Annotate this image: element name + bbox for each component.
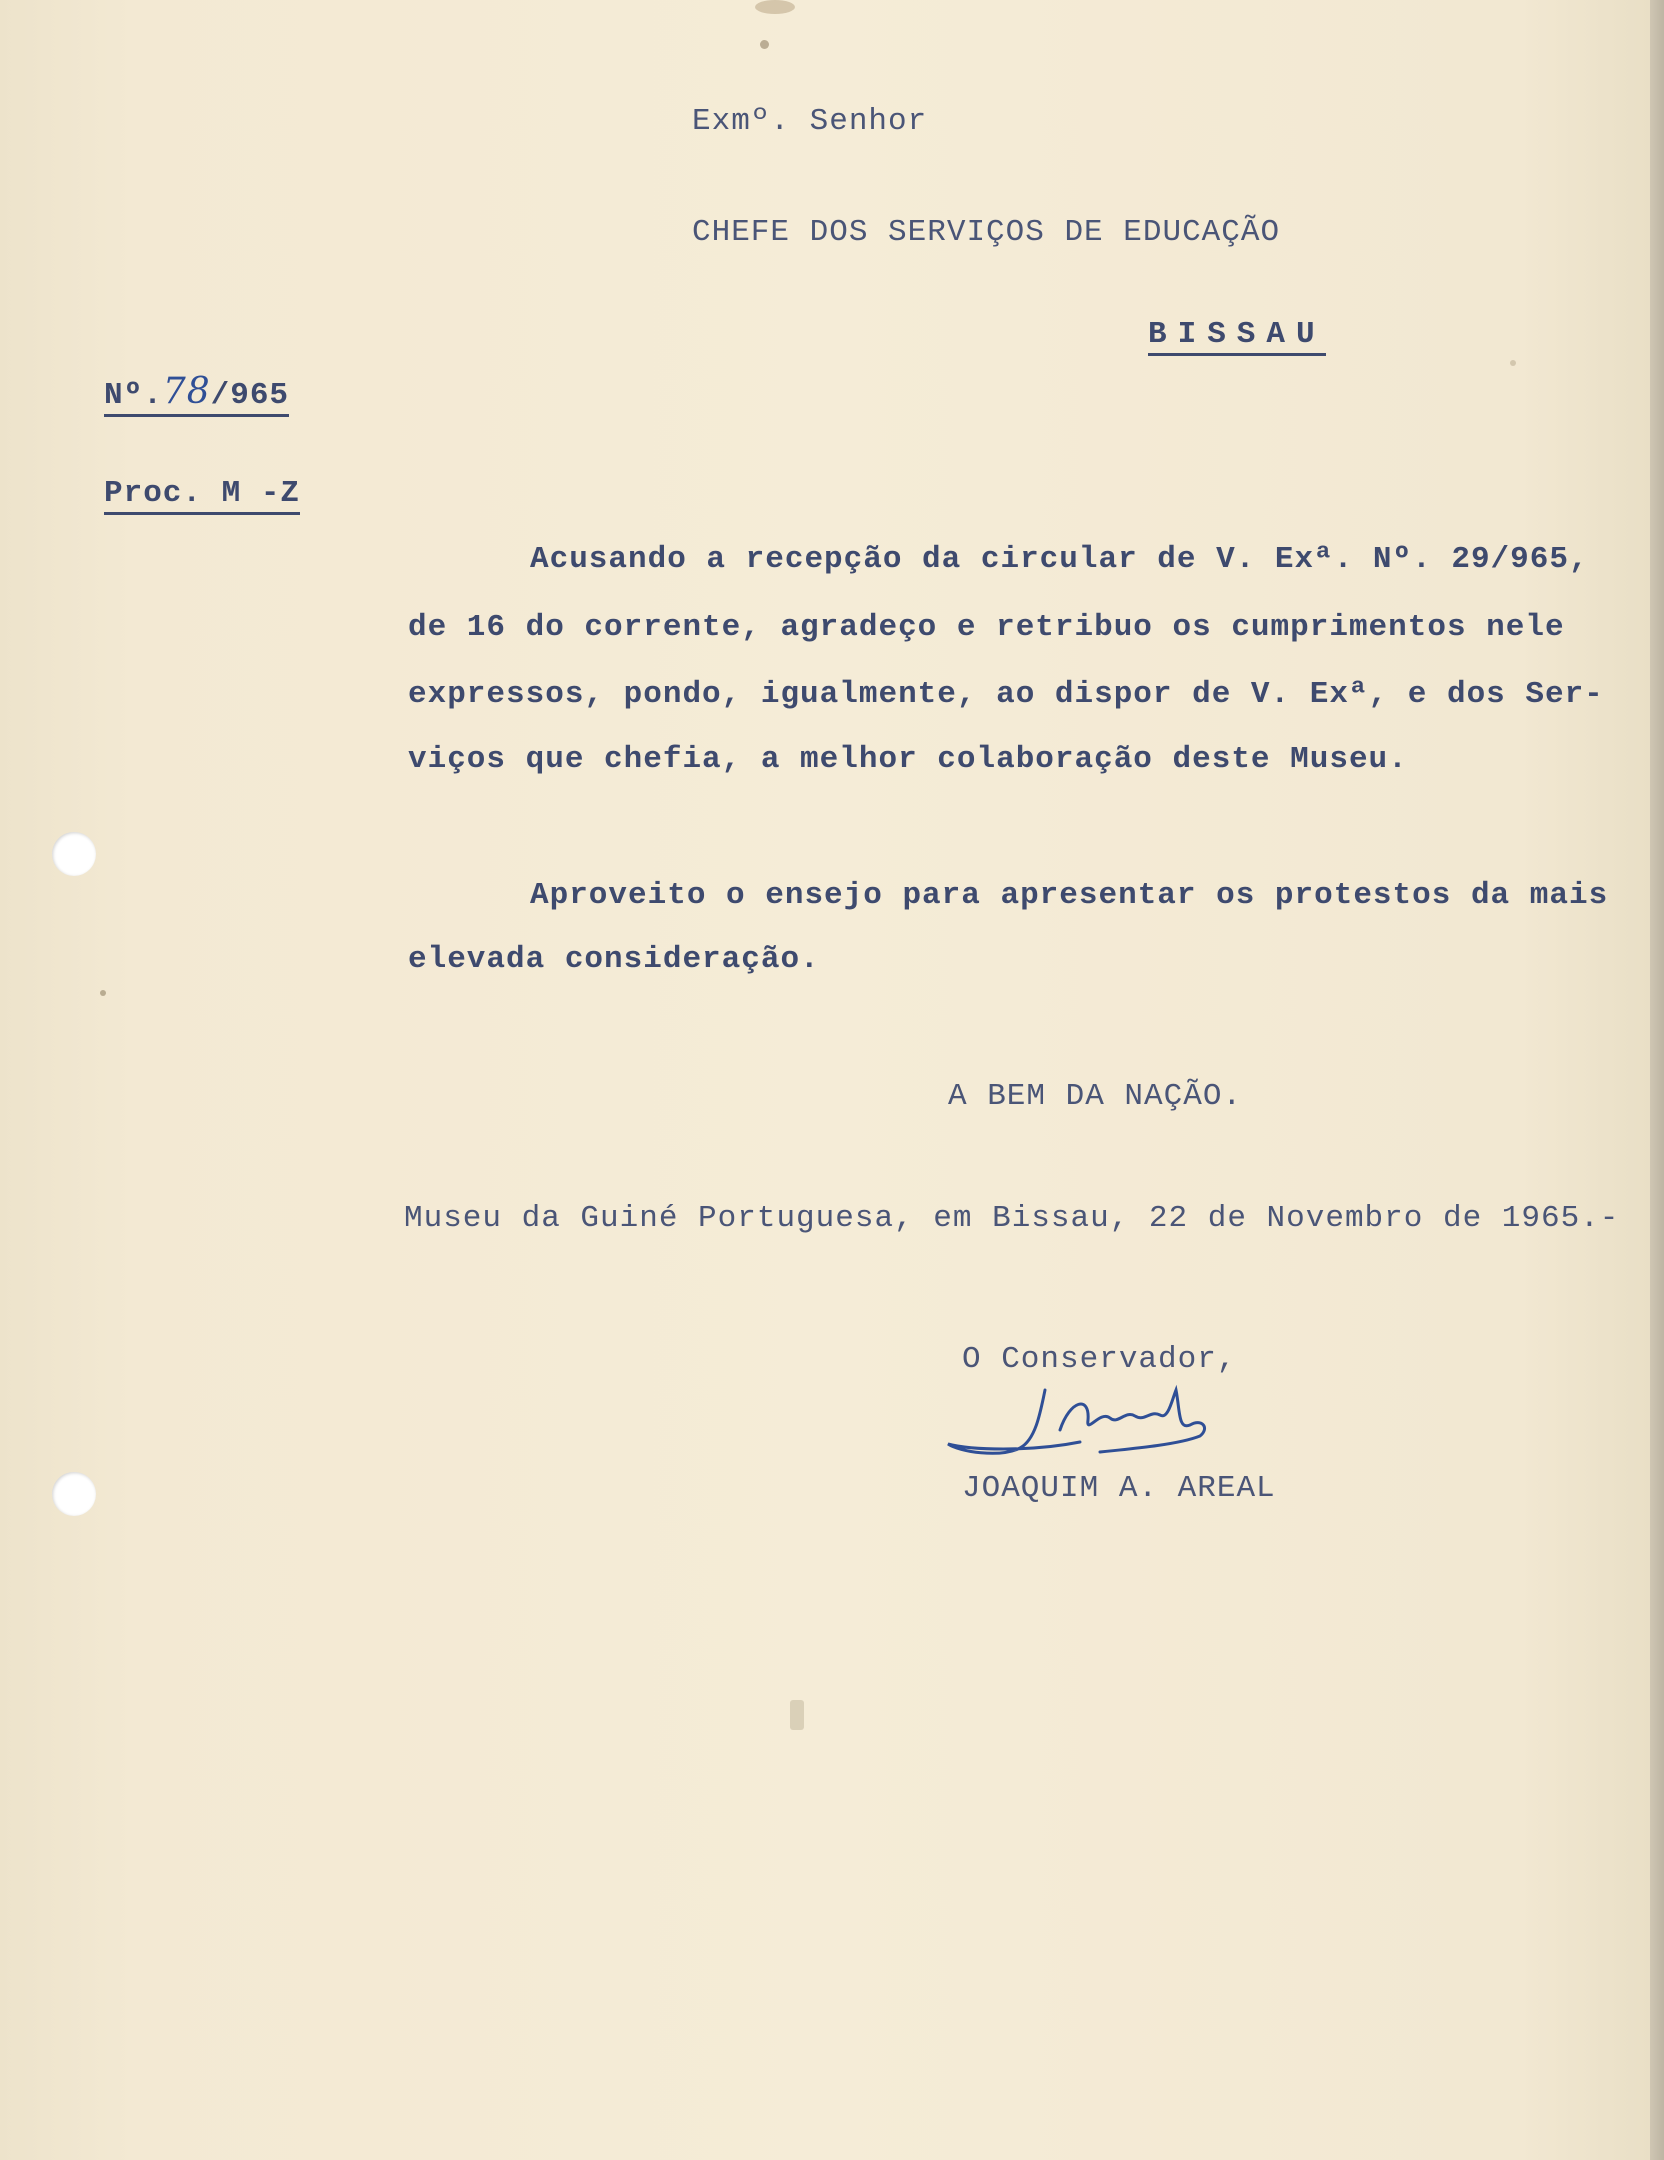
body-line: de 16 do corrente, agradeço e retribuo os cumprimentos nele [408, 610, 1565, 645]
signatory-role: O Conservador, [962, 1342, 1237, 1377]
punch-hole-upper [52, 832, 96, 876]
paper-blemish [790, 1700, 804, 1730]
addressee-title: CHEFE DOS SERVIÇOS DE EDUCAÇÃO [692, 215, 1281, 250]
reference-number-handwritten: 78 [162, 371, 211, 412]
body-line: viços que chefia, a melhor colaboração deste Museu. [408, 742, 1408, 777]
body-line: expressos, pondo, igualmente, ao dispor de V. Exª, e dos Ser- [408, 677, 1604, 712]
motto: A BEM DA NAÇÃO. [948, 1079, 1243, 1114]
paper-blemish [1510, 360, 1516, 366]
reference-number-prefix: Nº. [104, 378, 163, 413]
handwritten-signature [940, 1370, 1260, 1480]
reference-number-suffix: /965 [210, 378, 290, 413]
punch-hole-lower [52, 1472, 96, 1516]
reference-number [104, 371, 290, 417]
closing-line: elevada consideração. [408, 942, 820, 977]
body-line: Acusando a recepção da circular de V. Exª. Nº. 29/965, [530, 542, 1589, 577]
paper-blemish [755, 0, 795, 14]
paper-blemish [100, 990, 106, 996]
salutation: Exmº. Senhor [692, 104, 928, 139]
signatory-name: JOAQUIM A. AREAL [962, 1471, 1276, 1506]
process-reference: Proc. M -Z [104, 478, 300, 515]
place-and-date: Museu da Guiné Portuguesa, em Bissau, 22 de Novembro de 1965.- [404, 1201, 1620, 1236]
paper-blemish [760, 40, 769, 49]
closing-line: Aproveito o ensejo para apresentar os protestos da mais [530, 878, 1609, 913]
addressee-city: BISSAU [1148, 319, 1326, 356]
paper-edge [1650, 0, 1664, 2160]
